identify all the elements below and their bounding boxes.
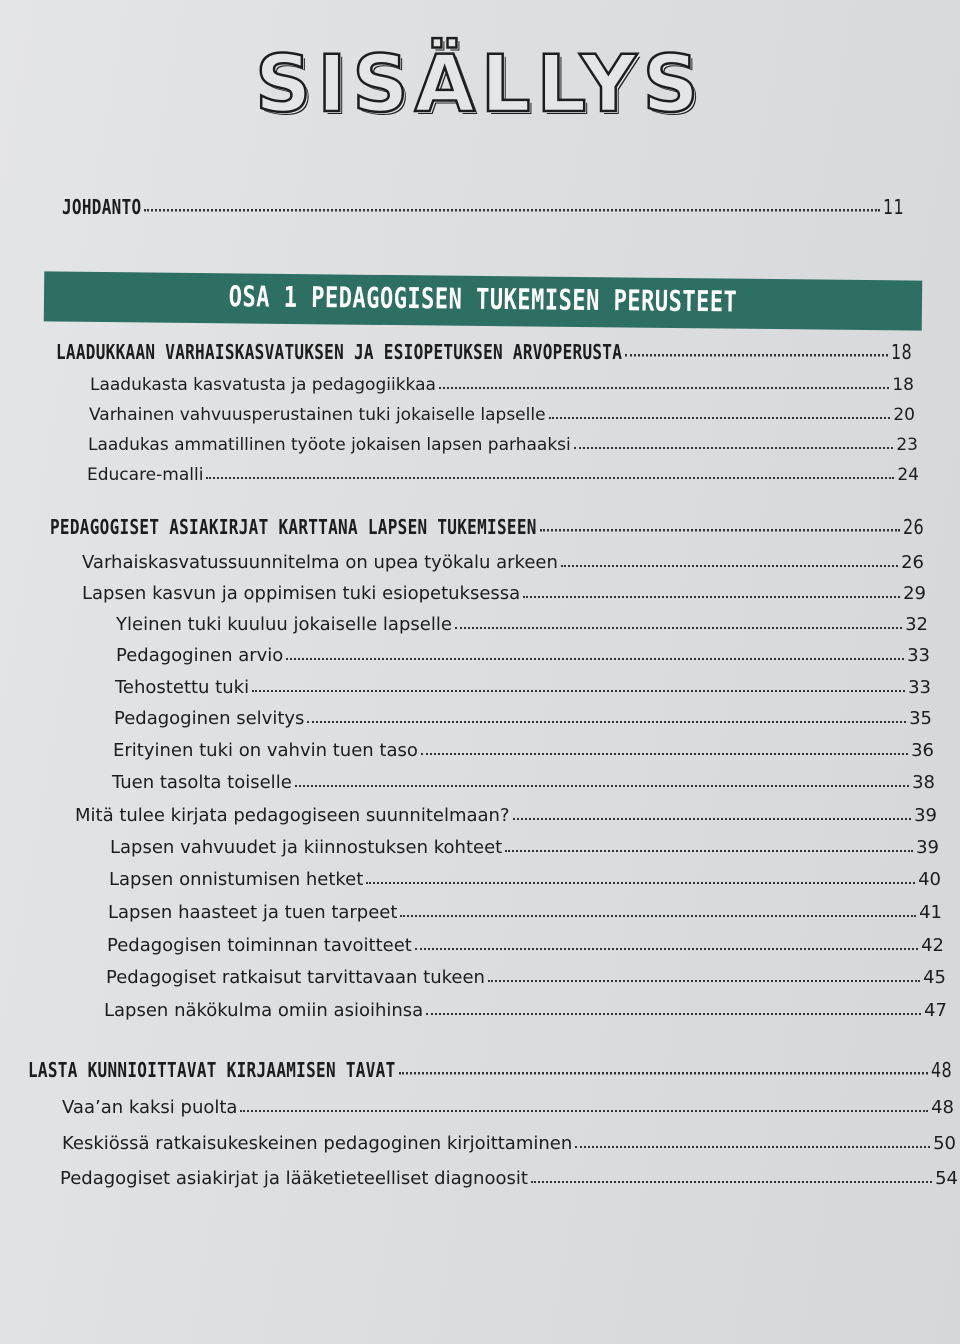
dot-leader [439, 386, 889, 389]
dot-leader [540, 528, 900, 532]
toc-entry [106, 967, 946, 988]
toc-entry [82, 583, 926, 604]
dot-leader [307, 720, 906, 723]
dot-leader [575, 1145, 930, 1148]
toc-page-number: 48 [931, 1097, 954, 1118]
dot-leader [549, 416, 891, 419]
toc-entry-label: Laadukasta kasvatusta ja pedagogiikkaa [90, 375, 436, 395]
toc-page-number: 18 [892, 375, 914, 395]
toc-entry-label: Pedagogiset ratkaisut tarvittavaan tukeen [106, 967, 485, 988]
dot-leader [415, 947, 918, 950]
toc-entry [60, 1168, 958, 1189]
toc-entry [108, 902, 942, 923]
toc-page-number: 41 [919, 902, 942, 923]
toc-entry [89, 405, 915, 425]
toc-page-number: 33 [907, 645, 930, 666]
toc-entry-label: Lapsen näkökulma omiin asioihinsa [104, 1000, 424, 1021]
toc-entry-label: LASTA KUNNIOITTAVAT KIRJAAMISEN TAVAT [28, 1058, 396, 1082]
dot-leader [505, 849, 913, 852]
toc-page-number: 11 [883, 195, 904, 219]
toc-entry [87, 465, 919, 485]
dot-leader [144, 208, 880, 212]
toc-entry-label: Laadukas ammatillinen työote jokaisen lapsen parhaaksi [88, 435, 571, 455]
toc-page-number: 35 [909, 708, 932, 729]
dot-leader [531, 1180, 932, 1183]
toc-entry [90, 375, 914, 395]
toc-entry-label: Tuen tasolta toiselle [112, 772, 292, 793]
toc-entry-label: Keskiössä ratkaisukeskeinen pedagoginen kirjoittaminen [62, 1133, 573, 1154]
toc-entry [88, 435, 918, 455]
toc-entry-label: Vaa’an kaksi puolta [62, 1097, 238, 1118]
dot-leader [366, 881, 915, 884]
toc-entry-label: Varhainen vahvuusperustainen tuki jokaiselle lapselle [89, 405, 546, 425]
toc-entry-label: Varhaiskasvatussuunnitelma on upea työkalu arkeen [82, 552, 558, 573]
toc-entry [116, 614, 928, 635]
toc-entry-label: Yleinen tuki kuuluu jokaiselle lapselle [116, 614, 452, 635]
toc-page-number: 18 [891, 340, 912, 364]
dot-leader [399, 1071, 929, 1075]
toc-entry-label: LAADUKKAAN VARHAISKASVATUKSEN JA ESIOPETUKSEN ARVOPERUSTA [56, 340, 623, 364]
toc-entry [82, 552, 924, 573]
toc-entry [114, 708, 932, 729]
toc-entry [75, 805, 937, 826]
toc-entry [109, 869, 941, 890]
toc-page-number: 50 [933, 1133, 956, 1154]
page-title: SISÄLLYS [255, 40, 705, 130]
dot-leader [523, 595, 900, 598]
toc-entry-label: Lapsen kasvun ja oppimisen tuki esiopetuksessa [82, 583, 521, 604]
dot-leader [561, 564, 898, 567]
toc-page-number: 42 [921, 935, 944, 956]
toc-entry-label: PEDAGOGISET ASIAKIRJAT KARTTANA LAPSEN TUKEMISEEN [50, 515, 537, 539]
toc-page-number: 54 [935, 1168, 958, 1189]
toc-entry-label: JOHDANTO [62, 195, 142, 219]
toc-entry-label: Lapsen onnistumisen hetket [109, 869, 364, 890]
toc-entry-label: Lapsen vahvuudet ja kiinnostuksen kohteet [110, 837, 503, 858]
toc-page-number: 47 [924, 1000, 947, 1021]
dot-leader [286, 657, 904, 660]
toc-page-number: 32 [905, 614, 928, 635]
toc-page-number: 40 [918, 869, 941, 890]
toc-section-2 [50, 515, 924, 539]
toc-page-number: 33 [908, 677, 931, 698]
toc-entry-intro [62, 195, 904, 219]
toc-entry [62, 1133, 956, 1154]
toc-page-number: 48 [931, 1058, 952, 1082]
toc-entry-label: Lapsen haasteet ja tuen tarpeet [108, 902, 398, 923]
dot-leader [455, 626, 902, 629]
toc-entry [115, 677, 931, 698]
dot-leader [252, 689, 905, 692]
toc-page-number: 23 [896, 435, 918, 455]
toc-entry [116, 645, 930, 666]
dot-leader [421, 752, 908, 755]
toc-section-3 [28, 1058, 952, 1082]
toc-page-number: 39 [916, 837, 939, 858]
dot-leader [240, 1109, 928, 1112]
toc-page-number: 26 [903, 515, 924, 539]
toc-entry-label: Pedagogisen toiminnan tavoitteet [107, 935, 412, 956]
dot-leader [295, 784, 909, 787]
toc-page-number: 39 [914, 805, 937, 826]
toc-entry [107, 935, 944, 956]
toc-page-number: 24 [897, 465, 919, 485]
toc-page-number: 36 [911, 740, 934, 761]
dot-leader [574, 446, 894, 449]
dot-leader [625, 353, 888, 357]
toc-entry-label: Mitä tulee kirjata pedagogiseen suunnitelmaan? [75, 805, 510, 826]
toc-entry [110, 837, 939, 858]
toc-entry-label: Erityinen tuki on vahvin tuen taso [113, 740, 418, 761]
toc-entry-label: Tehostettu tuki [115, 677, 250, 698]
toc-page-number: 45 [923, 967, 946, 988]
toc-entry-label: Educare-malli [87, 465, 204, 485]
toc-section-1 [56, 340, 912, 364]
dot-leader [400, 914, 916, 917]
dot-leader [426, 1012, 921, 1015]
part-banner [44, 271, 922, 330]
toc-entry [62, 1097, 954, 1118]
dot-leader [488, 979, 920, 982]
toc-entry [104, 1000, 947, 1021]
part-title: OSA 1 PEDAGOGISEN TUKEMISEN PERUSTEET [228, 281, 738, 320]
toc-entry [112, 772, 935, 793]
toc-entry-label: Pedagogiset asiakirjat ja lääketieteelliset diagnoosit [60, 1168, 528, 1189]
dot-leader [513, 817, 912, 820]
toc-page-number: 29 [903, 583, 926, 604]
toc-page-number: 26 [901, 552, 924, 573]
toc-entry [113, 740, 934, 761]
toc-page-number: 38 [912, 772, 935, 793]
toc-page-number: 20 [893, 405, 915, 425]
toc-entry-label: Pedagoginen arvio [116, 645, 284, 666]
toc-entry-label: Pedagoginen selvitys [114, 708, 305, 729]
dot-leader [206, 476, 894, 479]
